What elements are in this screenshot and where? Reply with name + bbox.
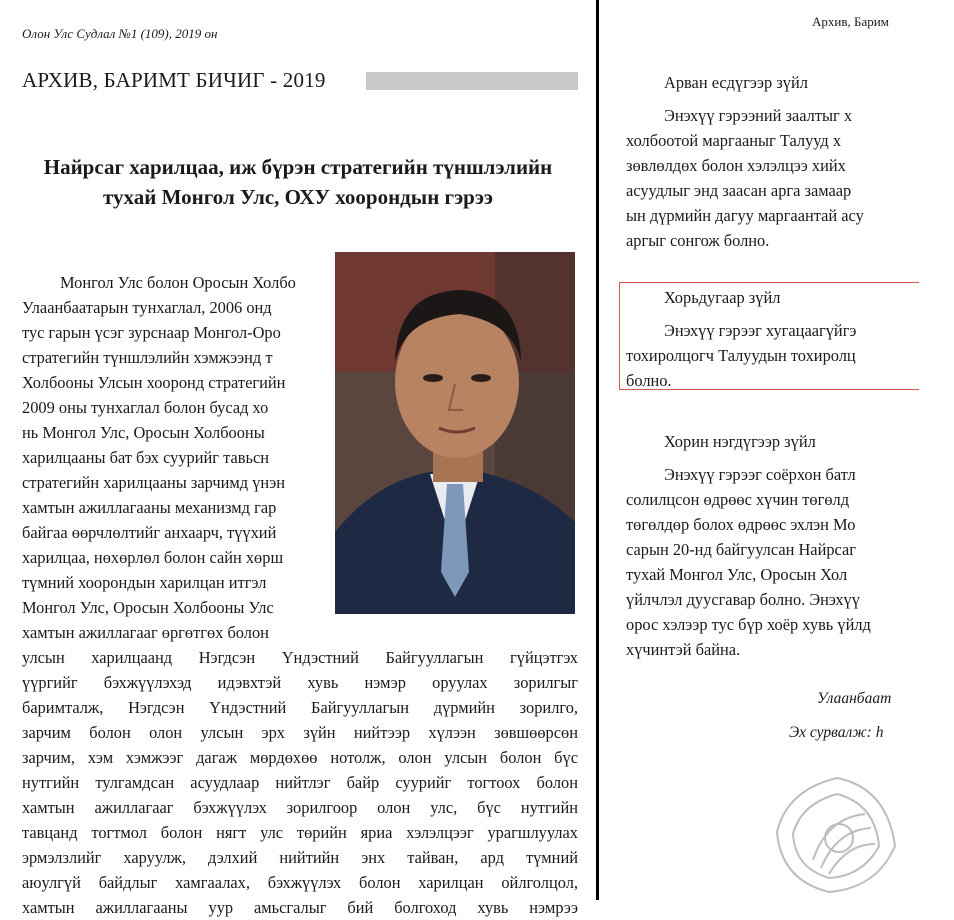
body-line: нь Монгол Улс, Оросын Холбооны bbox=[22, 423, 265, 442]
body-line: тохиролцогч Талуудын тохиролц bbox=[626, 346, 856, 365]
body-line: хамтын ажиллагааны уур амьсгалыг бий болгоход хувь нэмрээ bbox=[22, 898, 578, 917]
section-title: АРХИВ, БАРИМТ БИЧИГ - 2019 bbox=[22, 68, 326, 92]
body-line: хамтын ажиллагааг өргөтгөх болон bbox=[22, 623, 269, 642]
section-title-bar bbox=[366, 72, 578, 90]
journal-logo-watermark-icon bbox=[767, 768, 907, 900]
body-line: асуудлыг энд заасан арга замаар bbox=[626, 181, 852, 200]
body-line: тухай Монгол Улс, Оросын Хол bbox=[626, 565, 848, 584]
body-line: эрмэлзлийг харуулж, дэлхий нийтийн энх тайван, ард түмний bbox=[22, 848, 578, 867]
body-line: хамтын ажиллагааг бэхжүүлэх зорилгоор олон улс, бүс нутгийн bbox=[22, 798, 578, 817]
body-line: төгөлдөр болох өдрөөс эхлэн Мо bbox=[626, 515, 856, 534]
body-line: Энэхүү гэрээг соёрхон батл bbox=[664, 465, 856, 484]
body-line: нутгийн тулгамдсан асуудлаар нийтлэг байр суурийг тогтоох болон bbox=[22, 773, 578, 792]
body-line: холбоотой маргааныг Талууд х bbox=[626, 131, 842, 150]
body-line: тус гарын үсэг зурснаар Монгол-Оро bbox=[22, 323, 281, 342]
body-line: зарчим болон олон улсын эрх зүйн нийтээр хүлээн зөвшөөрсөн bbox=[22, 723, 578, 742]
running-header: Архив, Барим bbox=[812, 14, 889, 29]
body-line: Улаанбаатарын тунхаглал, 2006 онд bbox=[22, 298, 272, 317]
body-line: хүчинтэй байна. bbox=[626, 640, 741, 659]
body-line: орос хэлээр тус бүр хоёр хувь үйлд bbox=[626, 615, 871, 634]
body-line: түмний хоорондын харилцан итгэл bbox=[22, 573, 267, 592]
body-line: Монгол Улс болон Оросын Холбо bbox=[60, 273, 296, 292]
body-line: улсын харилцаанд Нэгдсэн Үндэстний Байгууллагын гүйцэтгэх bbox=[22, 648, 578, 667]
body-line: солилцсон өдрөөс хүчин төгөлд bbox=[626, 490, 850, 509]
signoff-place: Улаанбаат bbox=[817, 690, 892, 707]
body-line: баримталж, Нэгдсэн Үндэстний Байгууллагын дүрмийн зорилго, bbox=[22, 698, 578, 717]
body-line: стратегийн харилцааны зарчимд үнэн bbox=[22, 473, 285, 492]
body-line: харилцааны бат бэх суурийг тавьсн bbox=[22, 448, 269, 467]
body-line: сарын 20-нд байгуулсан Найрсаг bbox=[626, 540, 857, 559]
journal-header: Олон Улс Судлал №1 (109), 2019 он bbox=[22, 26, 218, 41]
portrait-photo bbox=[335, 252, 575, 614]
body-line: тавцанд тогтмол болон нягт улс төрийн яриа хэлэлцээг урагшлуулах bbox=[22, 823, 578, 842]
article-heading-21: Хорин нэгдүгээр зүйл bbox=[664, 432, 816, 451]
body-line: Холбооны Улсын хооронд стратегийн bbox=[22, 373, 286, 392]
body-line: харилцаа, нөхөрлөл болон сайн хөрш bbox=[22, 548, 284, 567]
body-line: 2009 оны тунхаглал болон бусад хо bbox=[22, 398, 269, 417]
body-line: байгаа өөрчлөлтийг анхаарч, түүхий bbox=[22, 523, 277, 542]
body-line: аргыг сонгож болно. bbox=[626, 231, 770, 250]
signoff-source: Эх сурвалж: h bbox=[789, 724, 884, 741]
body-line: үүргийг бэхжүүлэхэд идэвхтэй хувь нэмэр оруулах зорилгыг bbox=[22, 673, 578, 692]
body-line: стратегийн түншлэлийн хэмжээнд т bbox=[22, 348, 273, 367]
body-line: зөвлөлдөх болон хэлэлцээ хийх bbox=[626, 156, 846, 175]
body-line: Энэхүү гэрээний заалтыг х bbox=[664, 106, 853, 125]
body-line: хамтын ажиллагааны механизмд гар bbox=[22, 498, 277, 517]
body-line: ын дүрмийн дагуу маргаантай асу bbox=[626, 206, 864, 225]
body-line: үйлчлэл дуусгавар болно. Энэхүү bbox=[626, 590, 860, 609]
body-line: аюулгүй байдлыг хамгаалах, бэхжүүлэх болон харилцан ойлголцол, bbox=[22, 873, 578, 892]
right-page bbox=[599, 0, 900, 900]
body-line: Энэхүү гэрээг хугацаагүйгэ bbox=[664, 321, 857, 340]
article-heading-20: Хорьдугаар зүйл bbox=[664, 288, 781, 307]
body-line: зарчим, хэм хэмжээг дагаж мөрдөхөө нотолж, олон улсын болон бүс bbox=[22, 748, 578, 767]
article-heading-19: Арван есдүгээр зүйл bbox=[664, 73, 808, 92]
body-line: Монгол Улс, Оросын Холбооны Улс bbox=[22, 598, 274, 617]
article-title: Найрсаг харилцаа, иж бүрэн стратегийн түншлэлийн тухай Монгол Улс, ОХУ хоорондын гэрээ bbox=[43, 155, 553, 209]
body-line: болно. bbox=[626, 371, 672, 390]
